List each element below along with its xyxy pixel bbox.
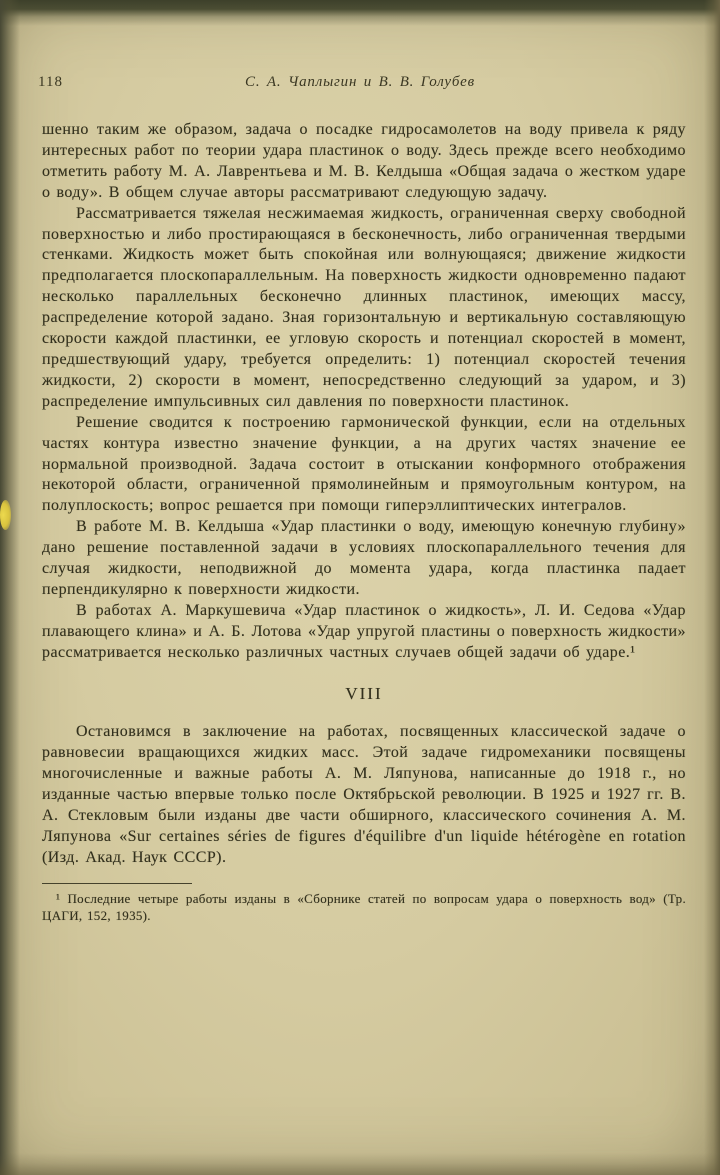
page-number: 118	[38, 74, 63, 90]
paragraph: Рассматривается тяжелая несжимаемая жидкость, ограниченная сверху свободной поверхностью и либо простирающаяся в бесконечность, либо ограниченная твердыми стенками. Жидкость может быть спокойная или волнующаяся; движение жидкости предполагается плоскопараллельным. На поверхность жидкости одновременно падают несколько параллельных бесконечно длинных пластинок, имеющих массу, распределение которой задано. Зная горизонтальную и вертикальную составляющую скорости каждой пластинки, ее угловую скорость и потенциал скоростей в момент, предшествующий удару, требуется определить: 1) потенциал скоростей течения жидкости, 2) скорости в момент, непосредственно следующий за ударом, и 3) распределение импульсивных сил давления по поверхности пластинок.	[42, 204, 686, 410]
paragraph-continuation: шенно таким же образом, задача о посадке гидросамолетов на воду привела к ряду интересных работ по теории удара пластинок о воду. Здесь прежде всего необходимо отметить работу М. А. Лаврентьева и М. В. Келдыша «Общая задача о жестком ударе о воду». В общем случае авторы рассматривают следующую задачу.	[42, 121, 686, 201]
body-text	[42, 120, 686, 925]
footnote-rule	[42, 883, 192, 884]
running-header: С. А. Чаплыгин и В. В. Голубев	[245, 74, 475, 90]
paragraph: В работе М. В. Келдыша «Удар пластинки о воду, имеющую конечную глубину» дано решение поставленной задачи в условиях плоскопараллельного течения для случая жидкости, неподвижной до момента удара, когда пластинка падает перпендикулярно к поверхности жидкости.	[42, 518, 686, 598]
paragraph: Остановимся в заключение на работах, посвященных классической задаче о равновесии вращающихся жидких масс. Этой задаче гидромеханики посвящены многочисленные и важные работы А. М. Ляпунова, написанные до 1918 г., но изданные частью впервые только после Октябрьской революции. В 1925 и 1927 гг. В. А. Стекловым были изданы две части обширного, классического сочинения А. М. Ляпунова «Sur certaines séries de figures d'équilibre d'un liquide hétérogène en rotation (Изд. Акад. Наук СССР).	[42, 723, 686, 866]
paragraph: В работах А. Маркушевича «Удар пластинок о жидкость», Л. И. Седова «Удар плавающего клина» и А. Б. Лотова «Удар упругой пластины о поверхность жидкости» рассматривается несколько различных частных случаев общей задачи об ударе.¹	[42, 601, 686, 661]
page-edge-right	[704, 0, 720, 1175]
page-edge-left	[0, 0, 20, 1175]
footnote: ¹ Последние четыре работы изданы в «Сборнике статей по вопросам удара о поверхность вод» (Тр. ЦАГИ, 152, 1935).	[42, 890, 686, 924]
page-edge-bottom	[0, 1153, 720, 1175]
section-heading: VIII	[345, 683, 383, 703]
page-edge-top	[0, 0, 720, 26]
paragraph: Решение сводится к построению гармонической функции, если на отдельных частях контура известно значение функции, а на других частях значение ее нормальной производной. Задача состоит в отыскании конформного отображения некоторой области, ограниченной прямолинейным и прямоугольным контуром, на полуплоскость; вопрос решается при помощи гиперэллиптических интегралов.	[42, 413, 686, 515]
paper-stain	[0, 500, 11, 530]
